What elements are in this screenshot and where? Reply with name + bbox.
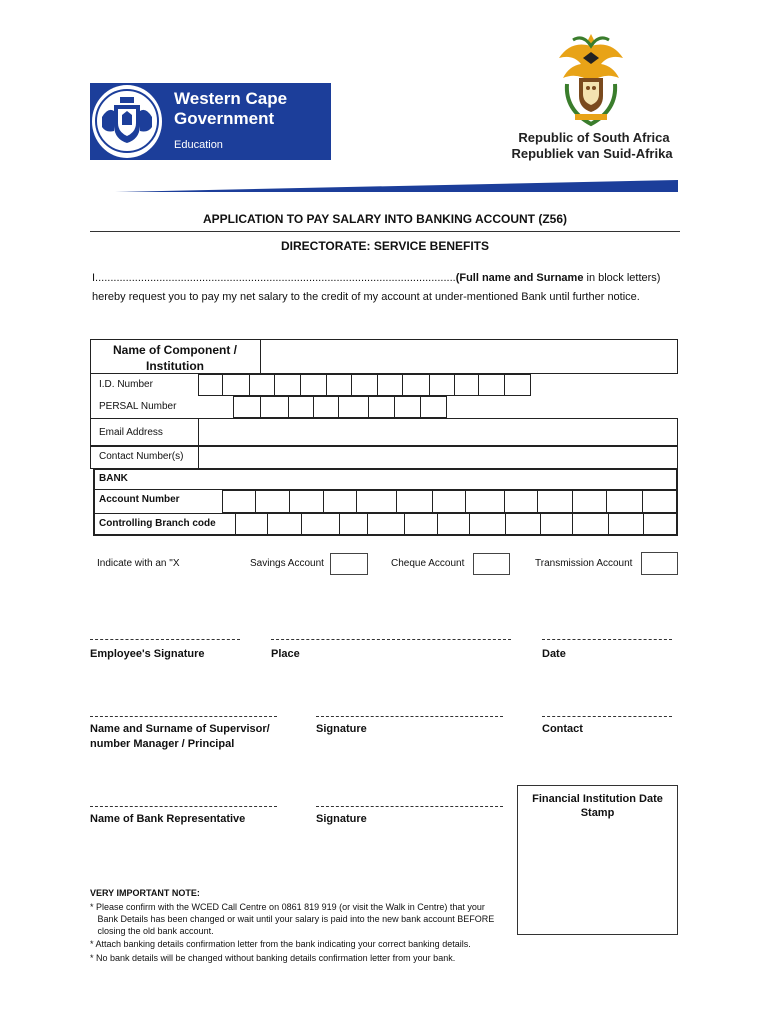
- cheque-checkbox[interactable]: [473, 553, 510, 575]
- note-line-5: * No bank details will be changed without banking details confirmation letter from your bank.: [90, 953, 456, 963]
- account-digit-cell[interactable]: [396, 490, 433, 513]
- title-rule: [90, 231, 680, 232]
- account-digit-cell[interactable]: [572, 490, 607, 513]
- account-digit-cell[interactable]: [432, 490, 466, 513]
- id-number-digit-cell[interactable]: [402, 374, 430, 396]
- id-number-digit-cell[interactable]: [300, 374, 327, 396]
- persal-label: PERSAL Number: [99, 401, 177, 412]
- id-number-digit-cell[interactable]: [274, 374, 301, 396]
- wcg-department: Education: [174, 139, 223, 151]
- id-number-digit-cell[interactable]: [454, 374, 479, 396]
- id-number-digit-cell[interactable]: [377, 374, 403, 396]
- rsa-name-english: Republic of South Africa: [518, 130, 670, 145]
- component-input[interactable]: [261, 339, 678, 374]
- savings-checkbox[interactable]: [330, 553, 368, 575]
- declaration-suffix: in block letters): [583, 272, 661, 284]
- header-swoosh-divider: [115, 180, 678, 194]
- branch-code-digit-cell[interactable]: [235, 513, 268, 536]
- branch-code-digit-cell[interactable]: [643, 513, 677, 536]
- contact-label-sig: Contact: [542, 723, 583, 735]
- id-number-digit-cell[interactable]: [198, 374, 223, 396]
- branch-code-digit-cell[interactable]: [469, 513, 506, 536]
- account-digit-cell[interactable]: [642, 490, 677, 513]
- id-number-digit-cell[interactable]: [429, 374, 455, 396]
- form-title: APPLICATION TO PAY SALARY INTO BANKING ACCOUNT (Z56): [202, 212, 568, 226]
- wcg-name-line2: Government: [174, 109, 275, 128]
- persal-digit-cell[interactable]: [394, 396, 421, 418]
- contact-input[interactable]: [198, 446, 678, 469]
- supervisor-name-line[interactable]: [90, 716, 277, 717]
- bank-rep-label: Name of Bank Representative: [90, 813, 246, 825]
- account-digit-cell[interactable]: [537, 490, 573, 513]
- account-digit-cell[interactable]: [504, 490, 538, 513]
- declaration-line-2: hereby request you to pay my net salary to the credit of my account at under-mentioned Bank until further notice.: [92, 291, 640, 303]
- id-number-digit-cell[interactable]: [478, 374, 505, 396]
- rsa-name-afrikaans: Republiek van Suid-Afrika: [511, 146, 673, 161]
- rsa-coat-of-arms-icon: [553, 30, 629, 132]
- transmission-checkbox[interactable]: [641, 552, 678, 575]
- branch-code-digit-cell[interactable]: [572, 513, 609, 536]
- email-input[interactable]: [198, 418, 678, 446]
- id-number-digit-cell[interactable]: [326, 374, 352, 396]
- branch-code-digit-cell[interactable]: [339, 513, 368, 536]
- supervisor-label: [90, 722, 270, 752]
- supervisor-signature-label: Signature: [316, 723, 367, 735]
- important-note-heading: VERY IMPORTANT NOTE:: [90, 888, 200, 898]
- employee-signature-line[interactable]: [90, 639, 240, 640]
- place-line[interactable]: [271, 639, 511, 640]
- branch-code-digit-cell[interactable]: [367, 513, 405, 536]
- contact-label: Contact Number(s): [99, 451, 184, 462]
- savings-label: Savings Account: [250, 558, 324, 569]
- account-digit-cell[interactable]: [289, 490, 324, 513]
- id-number-digit-cell[interactable]: [351, 374, 378, 396]
- persal-digit-cell[interactable]: [288, 396, 314, 418]
- account-number-label: Account Number: [99, 494, 180, 505]
- note-line-2: Bank Details has been changed or wait until your salary is paid into the new bank account BEFORE: [90, 914, 495, 924]
- id-number-digit-cell[interactable]: [249, 374, 275, 396]
- bank-label: BANK: [99, 473, 128, 484]
- id-number-digit-cell[interactable]: [222, 374, 250, 396]
- note-line-1: * Please confirm with the WCED Call Centre on 0861 819 919 (or visit the Walk in Centre) that your: [90, 902, 485, 912]
- wcg-name-line1: Western Cape: [174, 89, 288, 108]
- western-cape-government-logo: [90, 83, 331, 160]
- wcg-crest-icon: [92, 85, 162, 158]
- persal-digit-cell[interactable]: [368, 396, 395, 418]
- supervisor-signature-line[interactable]: [316, 716, 503, 717]
- declaration-bold: (Full name and Surname: [455, 272, 584, 284]
- declaration-line-1: [92, 272, 680, 284]
- bank-input[interactable]: [130, 470, 676, 489]
- id-number-label: I.D. Number: [99, 379, 153, 390]
- branch-code-digit-cell[interactable]: [505, 513, 541, 536]
- date-label: Date: [542, 648, 566, 660]
- bank-stamp-box[interactable]: [517, 785, 678, 935]
- bank-rep-line[interactable]: [90, 806, 277, 807]
- account-digit-cell[interactable]: [606, 490, 643, 513]
- stamp-label-line2: Stamp: [580, 807, 615, 819]
- bank-rep-signature-label: Signature: [316, 813, 367, 825]
- account-digit-cell[interactable]: [323, 490, 357, 513]
- cheque-label: Cheque Account: [391, 558, 465, 569]
- component-label: Name of Component / Institution: [112, 343, 237, 373]
- branch-code-digit-cell[interactable]: [540, 513, 573, 536]
- branch-code-digit-cell[interactable]: [437, 513, 470, 536]
- contact-line[interactable]: [542, 716, 672, 717]
- persal-digit-cell[interactable]: [260, 396, 289, 418]
- supervisor-label-line1: Name and Surname of Supervisor/: [90, 723, 270, 735]
- directorate-heading: DIRECTORATE: SERVICE BENEFITS: [280, 239, 490, 253]
- supervisor-label-line2: number Manager / Principal: [90, 738, 235, 750]
- persal-digit-cell[interactable]: [338, 396, 369, 418]
- place-label: Place: [271, 648, 300, 660]
- branch-code-digit-cell[interactable]: [404, 513, 438, 536]
- date-line[interactable]: [542, 639, 672, 640]
- account-digit-cell[interactable]: [465, 490, 505, 513]
- indicate-label: Indicate with an "X: [97, 558, 180, 569]
- branch-code-digit-cell[interactable]: [608, 513, 644, 536]
- branch-code-digit-cell[interactable]: [267, 513, 302, 536]
- persal-digit-cell[interactable]: [313, 396, 339, 418]
- persal-digit-cell[interactable]: [420, 396, 447, 418]
- stamp-label-line1: Financial Institution Date: [532, 793, 663, 805]
- transmission-label: Transmission Account: [535, 558, 633, 569]
- employee-signature-label: Employee's Signature: [90, 648, 205, 660]
- bank-rep-signature-line[interactable]: [316, 806, 503, 807]
- note-line-4: * Attach banking details confirmation letter from the bank indicating your correct banking details.: [90, 939, 471, 949]
- email-label: Email Address: [99, 427, 163, 438]
- account-digit-cell[interactable]: [356, 490, 397, 513]
- note-line-3: closing the old bank account.: [90, 926, 214, 936]
- branch-code-label: Controlling Branch code: [99, 518, 216, 529]
- account-digit-cell[interactable]: [222, 490, 256, 513]
- persal-digit-cell[interactable]: [233, 396, 261, 418]
- full-name-blank[interactable]: I......................................................................................................................: [92, 272, 456, 284]
- id-number-digit-cell[interactable]: [504, 374, 531, 396]
- branch-code-digit-cell[interactable]: [301, 513, 340, 536]
- account-digit-cell[interactable]: [255, 490, 290, 513]
